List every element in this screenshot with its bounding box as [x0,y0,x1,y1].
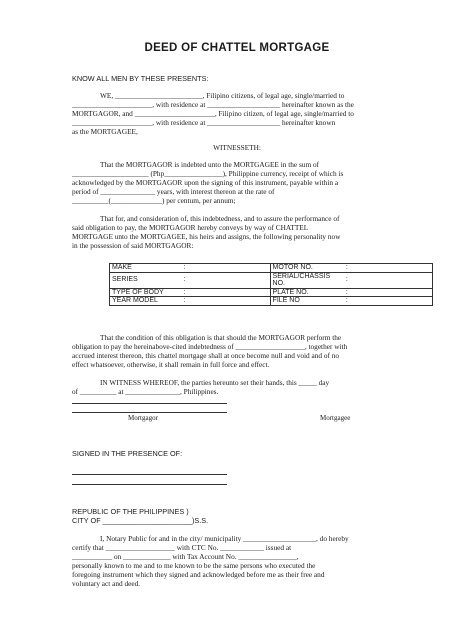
para2-line-4: in the possession of said MORTGAGOR: [72,241,194,250]
table-cell: : [181,264,270,273]
parties-line-4: ______________________, with residence at ____________________ hereinafter known [72,118,336,127]
para3-line-3: accrued interest thereon, this chattel mortgage shall at once become null and void and of no [72,351,340,360]
para3-line-2: obligation to pay the hereinabove-cited indebtedness of ___________________, together with [72,342,348,351]
witness-line-1: IN WITNESS WHEREOF, the parties hereunto set their hands, this _____ day [100,378,330,387]
notary-line-3: ___________ on _____________ with Tax Account No. ________________, [72,552,299,561]
table-cell: FILE NO [270,297,344,306]
table-cell: MAKE [110,264,182,273]
para2-line-1: That for, and consideration of, this indebtedness, and to assure the performance of [100,214,340,223]
parties-line-3: MORTGAGOR, and ______________________, Filipino citizen, of legal age, single/married to [72,109,354,118]
city-heading: CITY OF ______________________)S.S. [72,516,209,525]
table-row [110,272,433,288]
table-cell: SERIAL/CHASSIS NO. [270,272,344,288]
notary-line-2: certify that ___________________ with CTC No. ____________ issued at [72,543,292,552]
notary-line-5: foregoing instrument which they signed and acknowledged before me as their free and [72,570,325,579]
table-cell: : [344,264,433,273]
document-title: DEED OF CHATTEL MORTGAGE [144,42,330,54]
notary-line-6: voluntary act and deed. [72,579,141,588]
intro-heading: KNOW ALL MEN BY THESE PRESENTS: [72,74,209,83]
parties-line-2: ______________________, with residence at ____________________ hereinafter known as the [72,100,354,109]
notary-line-1: I, Notary Public for and in the city/ municipality ____________________, do hereby [100,534,349,543]
para3-line-1: That the condition of this obligation is that should the MORTGAGOR perform the [100,333,342,342]
para1-line-3: acknowledged by the MORTGAGOR upon the signing of this instrument, payable within a [72,178,339,187]
para1-line-5: __________(______________) per centum, per annum; [72,196,236,205]
table-cell: : [344,297,433,306]
table-cell: : [181,272,270,288]
table-cell: MOTOR NO. [270,264,344,273]
para1-line-2: _____________________ (Php________________), Philippine currency, receipt of which is [72,169,344,178]
mortgagee-label: Mortgagee [320,414,351,422]
para2-line-3: MORTGAGE unto the MORTGAGEE, his heirs and assigns, the following personality now [72,232,341,241]
table-cell: TYPE OF BODY [110,288,182,297]
table-cell: : [344,288,433,297]
table-cell: PLATE NO. [270,288,344,297]
para2-line-2: said obligation to pay, the MORTGAGOR hereby conveys by way of CHATTEL [72,223,309,232]
witness-signature-line [72,474,227,475]
parties-line-1: WE, ________________________, Filipino citizens, of legal age, single/married to [100,91,345,100]
para1-line-1: That the MORTGAGOR is indebted unto the MORTGAGEE in the sum of [100,160,320,169]
witness-signature-line [72,484,227,485]
witness-line-2: of __________ at _______________, Philippines. [72,387,219,396]
presence-heading: SIGNED IN THE PRESENCE OF: [72,449,183,458]
table-cell: : [181,288,270,297]
table-cell: : [344,272,433,288]
notary-line-4: personally known to me and to me known to be the same persons who executed the [72,561,316,570]
para1-line-4: period of _______________ years, with interest thereon at the rate of [72,187,275,196]
property-table [109,263,433,306]
witnesseth-heading: WITNESSETH: [213,143,261,152]
table-cell: YEAR MODEL [110,297,182,306]
table-row [110,288,433,297]
para3-line-4: effect whatsoever, otherwise, it shall remain in full force and effect. [72,360,270,369]
signature-line [72,412,227,413]
parties-line-5: as the MORTGAGEE, [72,127,138,136]
signature-line [72,403,227,404]
table-cell: SERIES [110,272,182,288]
mortgagor-label: Mortgagor [128,414,158,422]
table-row [110,297,433,306]
table-row [110,264,433,273]
republic-heading: REPUBLIC OF THE PHILIPPINES ) [72,507,189,516]
table-cell: : [181,297,270,306]
